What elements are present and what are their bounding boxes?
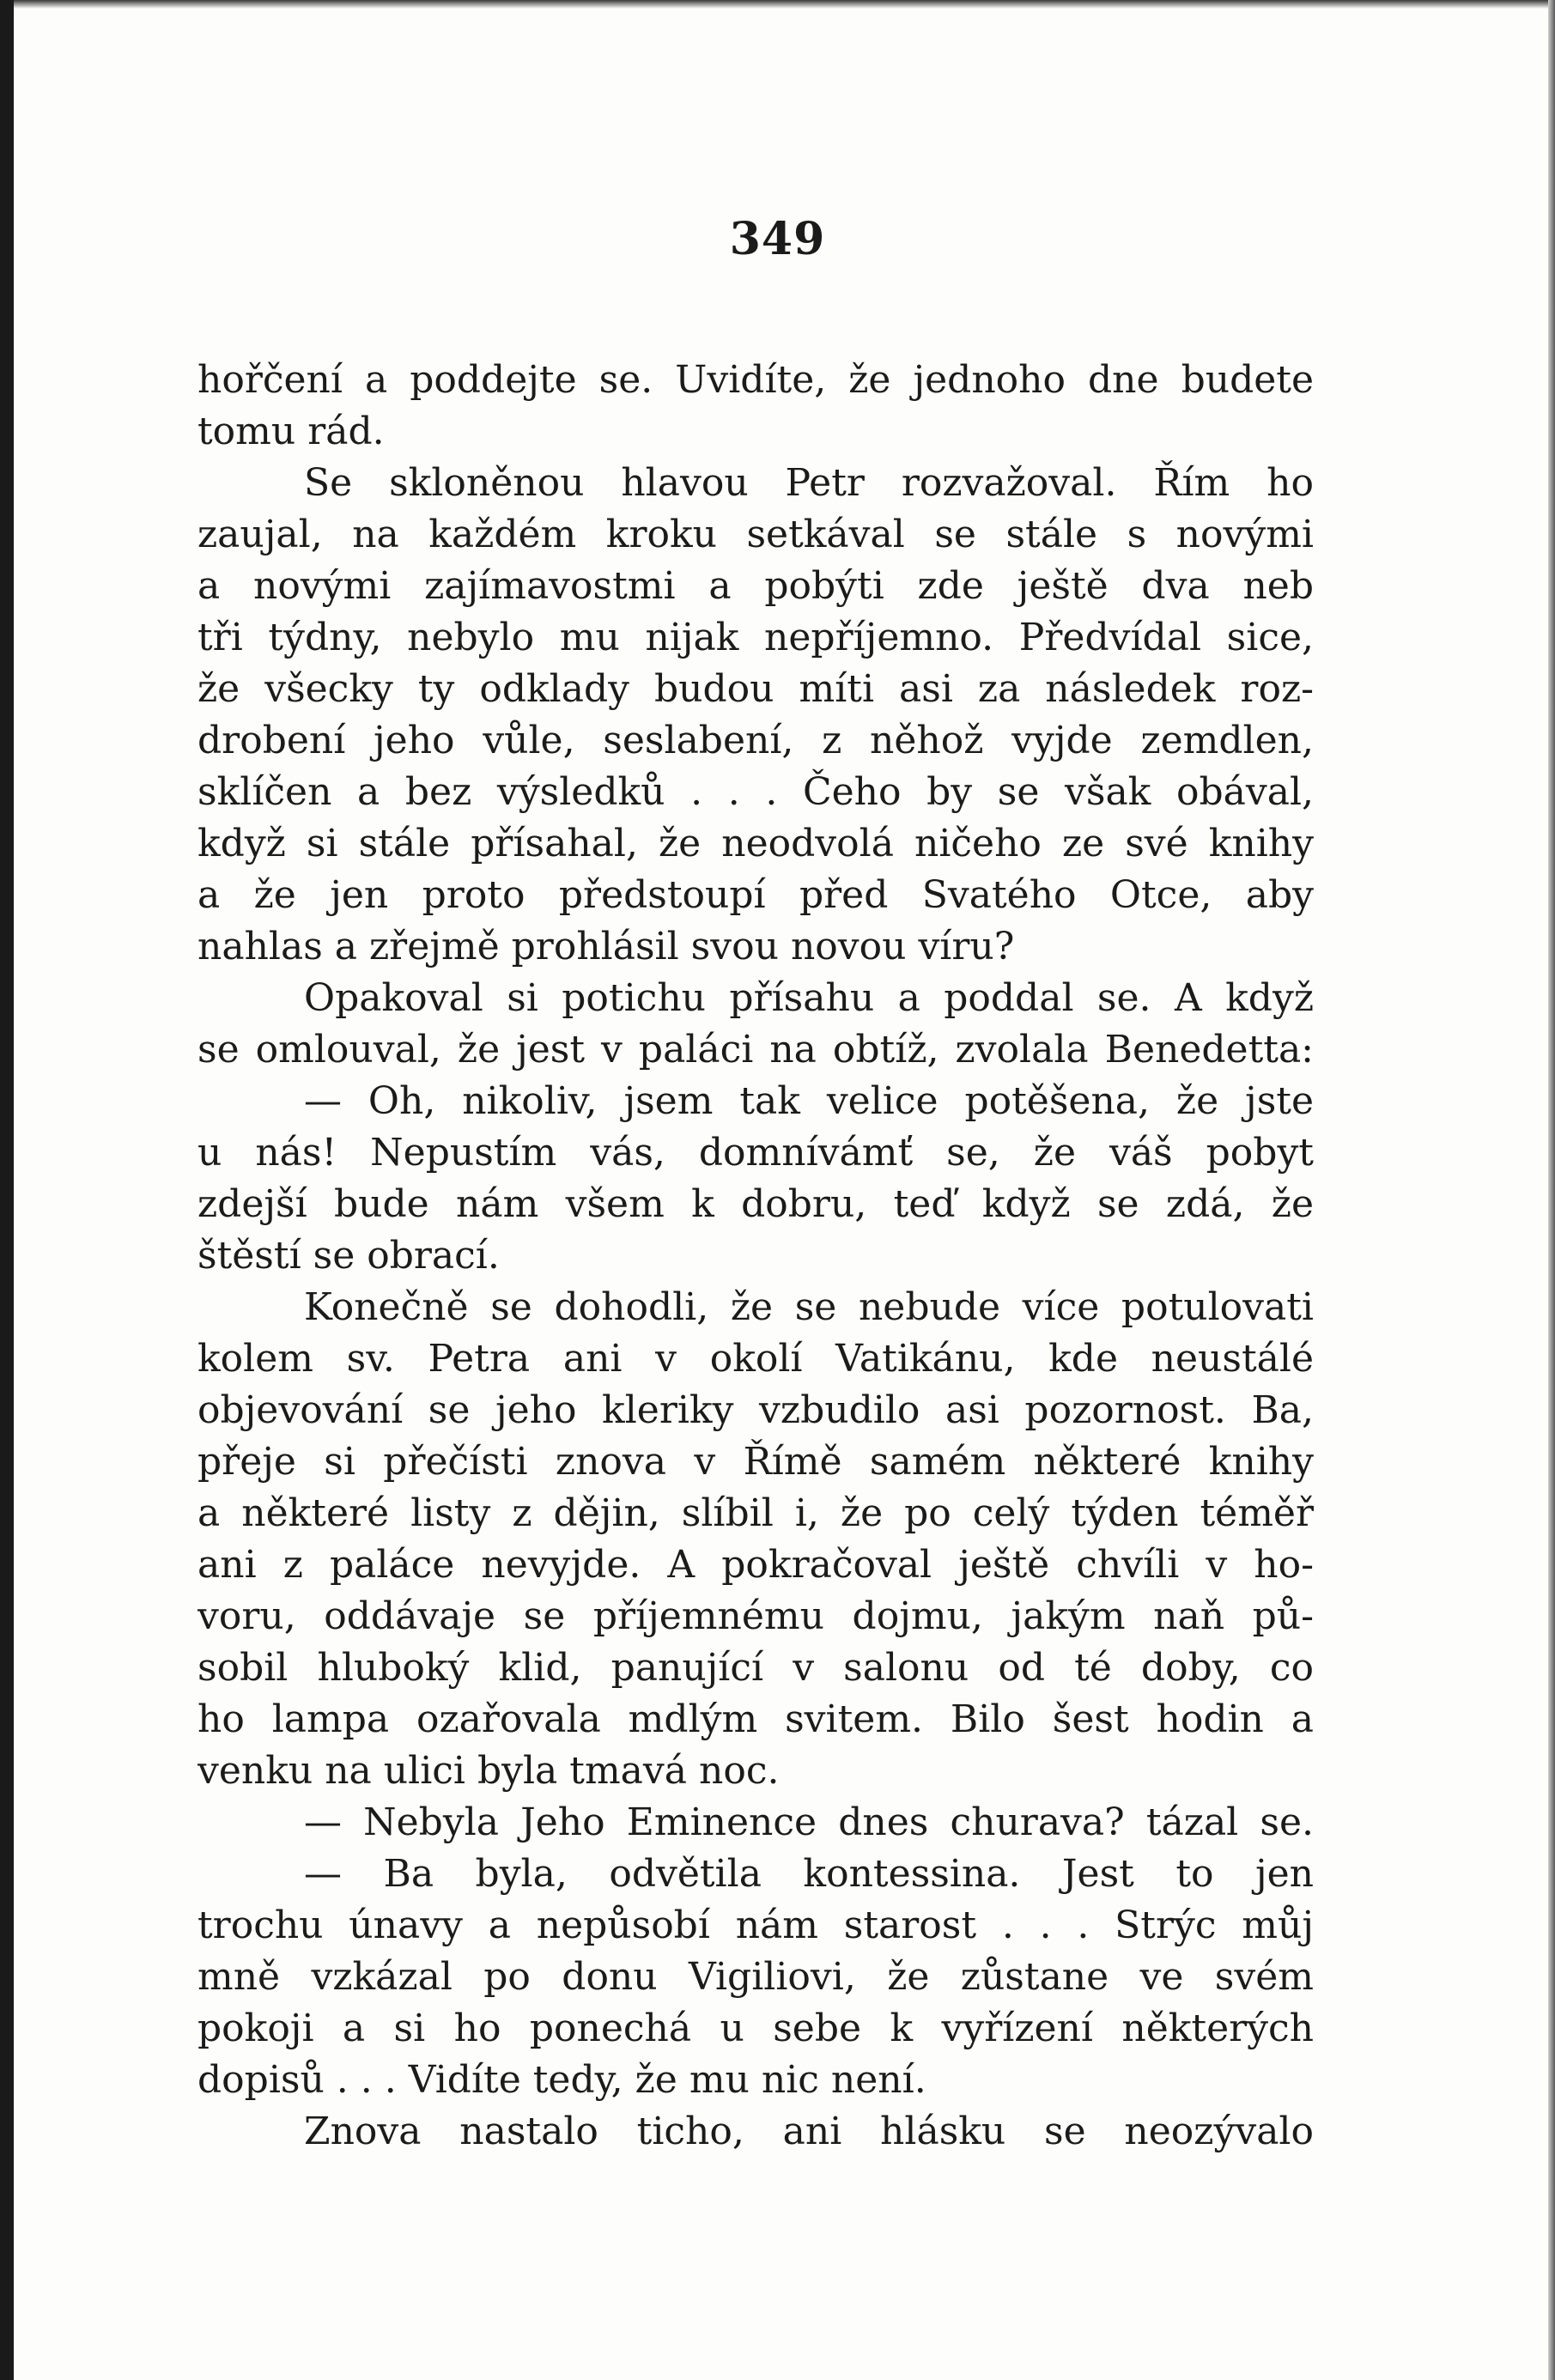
- text-line: štěstí se obrací.: [197, 1234, 500, 1278]
- text-line: ani z paláce nevyjde. A pokračoval ještě chvíli v ho-: [197, 1543, 1314, 1587]
- body-text: [197, 355, 1314, 2158]
- text-line: nahlas a zřejmě prohlásil svou novou víru?: [197, 925, 1015, 968]
- text-line: drobení jeho vůle, seslabení, z něhož vyjde zemdlen,: [197, 719, 1314, 762]
- text-line: zdejší bude nám všem k dobru, teď když se zdá, že: [197, 1182, 1314, 1226]
- text-line: dopisů . . . Vidíte tedy, že mu nic není.: [197, 2058, 926, 2102]
- text-line: mně vzkázal po donu Vigiliovi, že zůstane ve svém: [197, 1955, 1314, 1999]
- text-line: objevování se jeho kleriky vzbudilo asi pozornost. Ba,: [197, 1388, 1314, 1432]
- page-number: 349: [729, 213, 826, 265]
- text-line: že všecky ty odklady budou míti asi za následek roz-: [197, 667, 1314, 711]
- text-line: pokoji a si ho ponechá u sebe k vyřízení některých: [197, 2007, 1314, 2050]
- text-line: trochu únavy a nepůsobí nám starost . . . Strýc můj: [197, 1903, 1314, 1947]
- text-line: venku na ulici byla tmavá noc.: [197, 1749, 780, 1793]
- text-line: — Nebyla Jeho Eminence dnes churava? tázal se.: [304, 1800, 1314, 1844]
- text-line: přeje si přečísti znova v Římě samém některé knihy: [197, 1440, 1314, 1484]
- text-line: tomu rád.: [197, 410, 385, 453]
- text-line: a novými zajímavostmi a pobýti zde ještě dva neb: [197, 564, 1314, 608]
- text-line: když si stále přísahal, že neodvolá ničeho ze své knihy: [197, 822, 1314, 865]
- scan-edge-top: [0, 0, 1555, 9]
- text-line: — Oh, nikoliv, jsem tak velice potěšena, že jste: [304, 1079, 1314, 1123]
- text-line: kolem sv. Petra ani v okolí Vatikánu, kde neustálé: [197, 1337, 1314, 1381]
- text-line: Znova nastalo ticho, ani hlásku se neozývalo: [304, 2110, 1314, 2153]
- text-line: zaujal, na každém kroku setkával se stále s novými: [197, 513, 1314, 556]
- scan-edge-right: [1548, 0, 1555, 2380]
- text-line: a některé listy z dějin, slíbil i, že po celý týden téměř: [197, 1491, 1314, 1535]
- text-line: Konečně se dohodli, že se nebude více potulovati: [304, 1285, 1314, 1329]
- text-line: — Ba byla, odvětila kontessina. Jest to jen: [304, 1852, 1314, 1896]
- text-line: tři týdny, nebylo mu nijak nepříjemno. Předvídal sice,: [197, 616, 1314, 659]
- text-line: voru, oddávaje se příjemnému dojmu, jakým naň pů-: [197, 1594, 1314, 1638]
- text-line: sklíčen a bez výsledků . . . Čeho by se však obával,: [197, 770, 1314, 814]
- text-line: ho lampa ozařovala mdlým svitem. Bilo šest hodin a: [197, 1697, 1314, 1741]
- text-line: Se skloněnou hlavou Petr rozvažoval. Řím ho: [304, 461, 1314, 505]
- text-line: se omlouval, že jest v paláci na obtíž, zvolala Benedetta:: [197, 1028, 1314, 1072]
- text-line: a že jen proto předstoupí před Svatého Otce, aby: [197, 873, 1314, 917]
- text-line: Opakoval si potichu přísahu a poddal se. A když: [304, 976, 1314, 1020]
- text-line: u nás! Nepustím vás, domnívámť se, že váš pobyt: [197, 1131, 1314, 1175]
- text-line: sobil hluboký klid, panující v salonu od té doby, co: [197, 1646, 1314, 1690]
- scan-edge-left: [0, 0, 14, 2380]
- text-line: hořčení a poddejte se. Uvidíte, že jednoho dne budete: [197, 358, 1314, 402]
